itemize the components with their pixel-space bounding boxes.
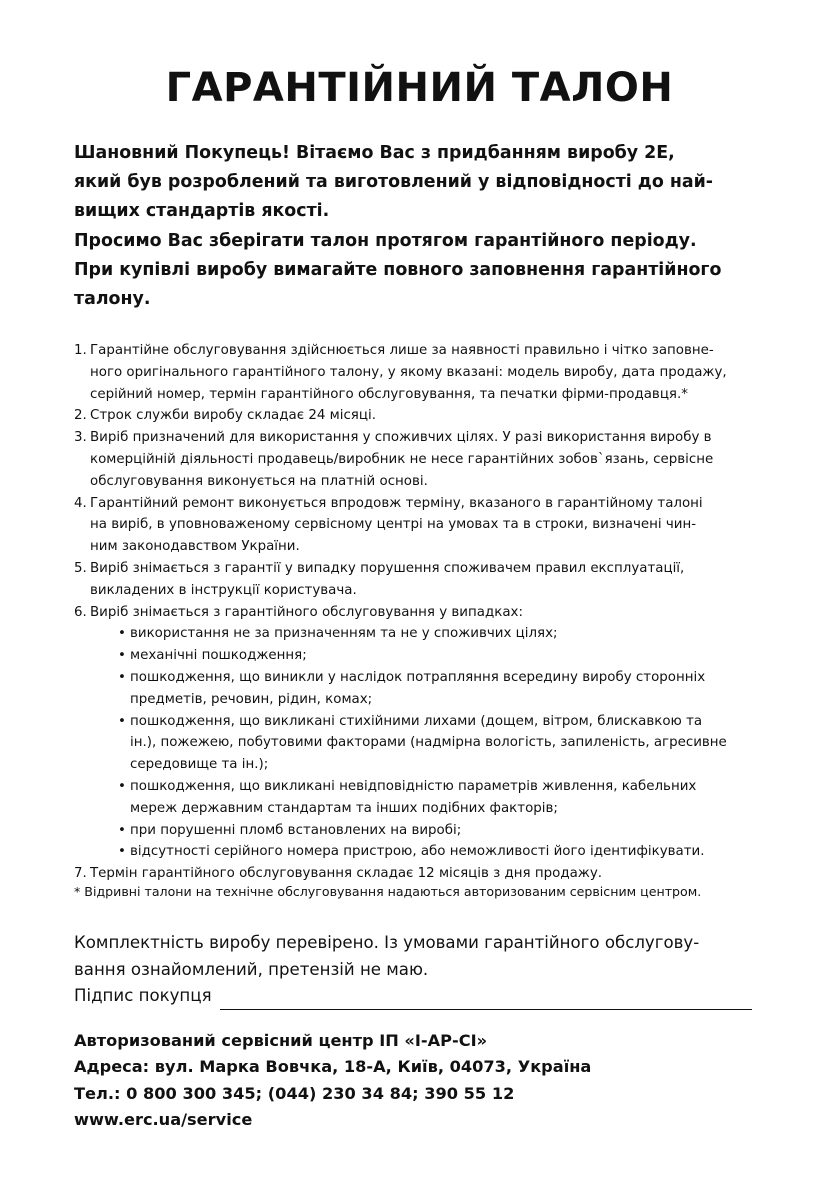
term-text: Виріб призначений для використання у споживчих цілях. У разі використання виробу в комерційній діяльності продавець/виробник не несе гарантійних зобов`язань, сервісне обслуговування виконується на платній основі. — [90, 430, 714, 489]
confirmation-text: Комплектність виробу перевірено. Із умовами гарантійного обслугову- вання ознайомлений, претензій не маю. — [74, 933, 700, 979]
service-center-address: Адреса: вул. Марка Вовчка, 18-А, Київ, 04073, Україна — [74, 1057, 592, 1077]
term-text: Гарантійне обслуговування здійснюється лише за наявності правильно і чітко заповне- ного оригінального гарантійного талону, у якому вказані: модель виробу, дата продажу, серійний номер, термін гарантійного обслуговування, та печатки фірми-продавця.* — [90, 343, 727, 402]
exclusion-item — [118, 820, 774, 842]
signature-line[interactable] — [220, 989, 752, 1010]
service-center-website[interactable]: www.erc.ua/service — [74, 1110, 253, 1130]
term-number: 5. — [74, 560, 87, 576]
term-text: Гарантійний ремонт виконується впродовж терміну, вказаного в гарантійному талоні на виріб, в уповноваженому сервісному центрі на умовах та в строки, визначені чин- ним законодавством України. — [90, 495, 703, 555]
term-item — [74, 558, 774, 602]
term-number: 7. — [74, 866, 87, 882]
exclusion-item — [118, 645, 774, 667]
terms-list — [74, 340, 774, 885]
bullet-icon: • — [118, 713, 126, 729]
term-item — [74, 427, 774, 492]
intro-keep-notice: Просимо Вас зберігати талон протягом гарантійного періоду. — [74, 230, 697, 251]
term-text: Строк служби виробу складає 24 місяці. — [90, 408, 376, 424]
exclusion-item — [118, 776, 774, 820]
exclusion-item — [118, 711, 774, 776]
bullet-icon: • — [118, 844, 126, 860]
exclusion-text: пошкодження, що викликані невідповідністю параметрів живлення, кабельних мереж державним стандартам та інших подібних факторів; — [130, 778, 697, 816]
exclusion-item — [118, 667, 774, 711]
term-number: 3. — [74, 430, 87, 446]
bullet-icon: • — [118, 648, 126, 664]
term-number: 4. — [74, 495, 87, 511]
exclusion-text: пошкодження, що виникли у наслідок потрапляння всередину виробу сторонніх предметів, речовин, рідин, комах; — [130, 669, 706, 707]
term-text: Виріб знімається з гарантії у випадку порушення споживачем правил експлуатації, викладених в інструкції користувача. — [90, 560, 685, 598]
signature-row — [74, 983, 774, 1010]
term-item — [74, 493, 774, 558]
term-item — [74, 405, 774, 427]
exclusion-text: відсутності серійного номера пристрою, або неможливості його ідентифікувати. — [130, 844, 705, 860]
exclusion-item — [118, 623, 774, 645]
exclusions-list — [74, 623, 774, 863]
exclusion-text: при порушенні пломб встановлених на виробі; — [130, 822, 462, 838]
bullet-icon: • — [118, 669, 126, 685]
term-item — [74, 340, 774, 405]
exclusion-text: механічні пошкодження; — [130, 648, 307, 664]
bullet-icon: • — [118, 626, 126, 642]
term-text: Термін гарантійного обслуговування складає 12 місяців з дня продажу. — [90, 866, 603, 882]
page-title: ГАРАНТІЙНИЙ ТАЛОН — [165, 65, 674, 111]
term-number: 1. — [74, 343, 87, 358]
term-item — [74, 602, 774, 624]
service-center-name: Авторизований сервісний центр ІП «І-АР-СІ» — [74, 1031, 488, 1050]
term-number: 6. — [74, 604, 87, 620]
intro-greeting: Шановний Покупець! Вітаємо Вас з придбанням виробу 2Е, який був розроблений та виготовлений у відповідності до най- вищих стандартів якості. — [74, 143, 713, 222]
signature-label: Підпис покупця — [74, 986, 212, 1005]
exclusion-text: пошкодження, що викликані стихійними лихами (дощем, вітром, блискавкою та ін.), пожежею, побутовими факторами (надмірна вологість, запиленість, агресивне середовище та ін.); — [130, 713, 727, 773]
term-text: Виріб знімається з гарантійного обслуговування у випадках: — [90, 604, 523, 620]
exclusion-text: використання не за призначенням та не у споживчих цілях; — [130, 626, 558, 642]
bullet-icon: • — [118, 778, 126, 794]
exclusion-item — [118, 841, 774, 863]
intro-fill-notice: При купівлі виробу вимагайте повного заповнення гарантійного талону. — [74, 259, 722, 310]
intro-block — [74, 139, 774, 314]
footnote: * Відривні талони на технічне обслуговування надаються авторизованим сервісним центром. — [74, 884, 702, 899]
term-number: 2. — [74, 408, 87, 424]
bullet-icon: • — [118, 822, 126, 838]
service-center-block — [74, 1028, 774, 1134]
service-center-phones: Тел.: 0 800 300 345; (044) 230 34 84; 390 55 12 — [74, 1083, 515, 1103]
buyer-confirmation — [74, 930, 774, 1010]
